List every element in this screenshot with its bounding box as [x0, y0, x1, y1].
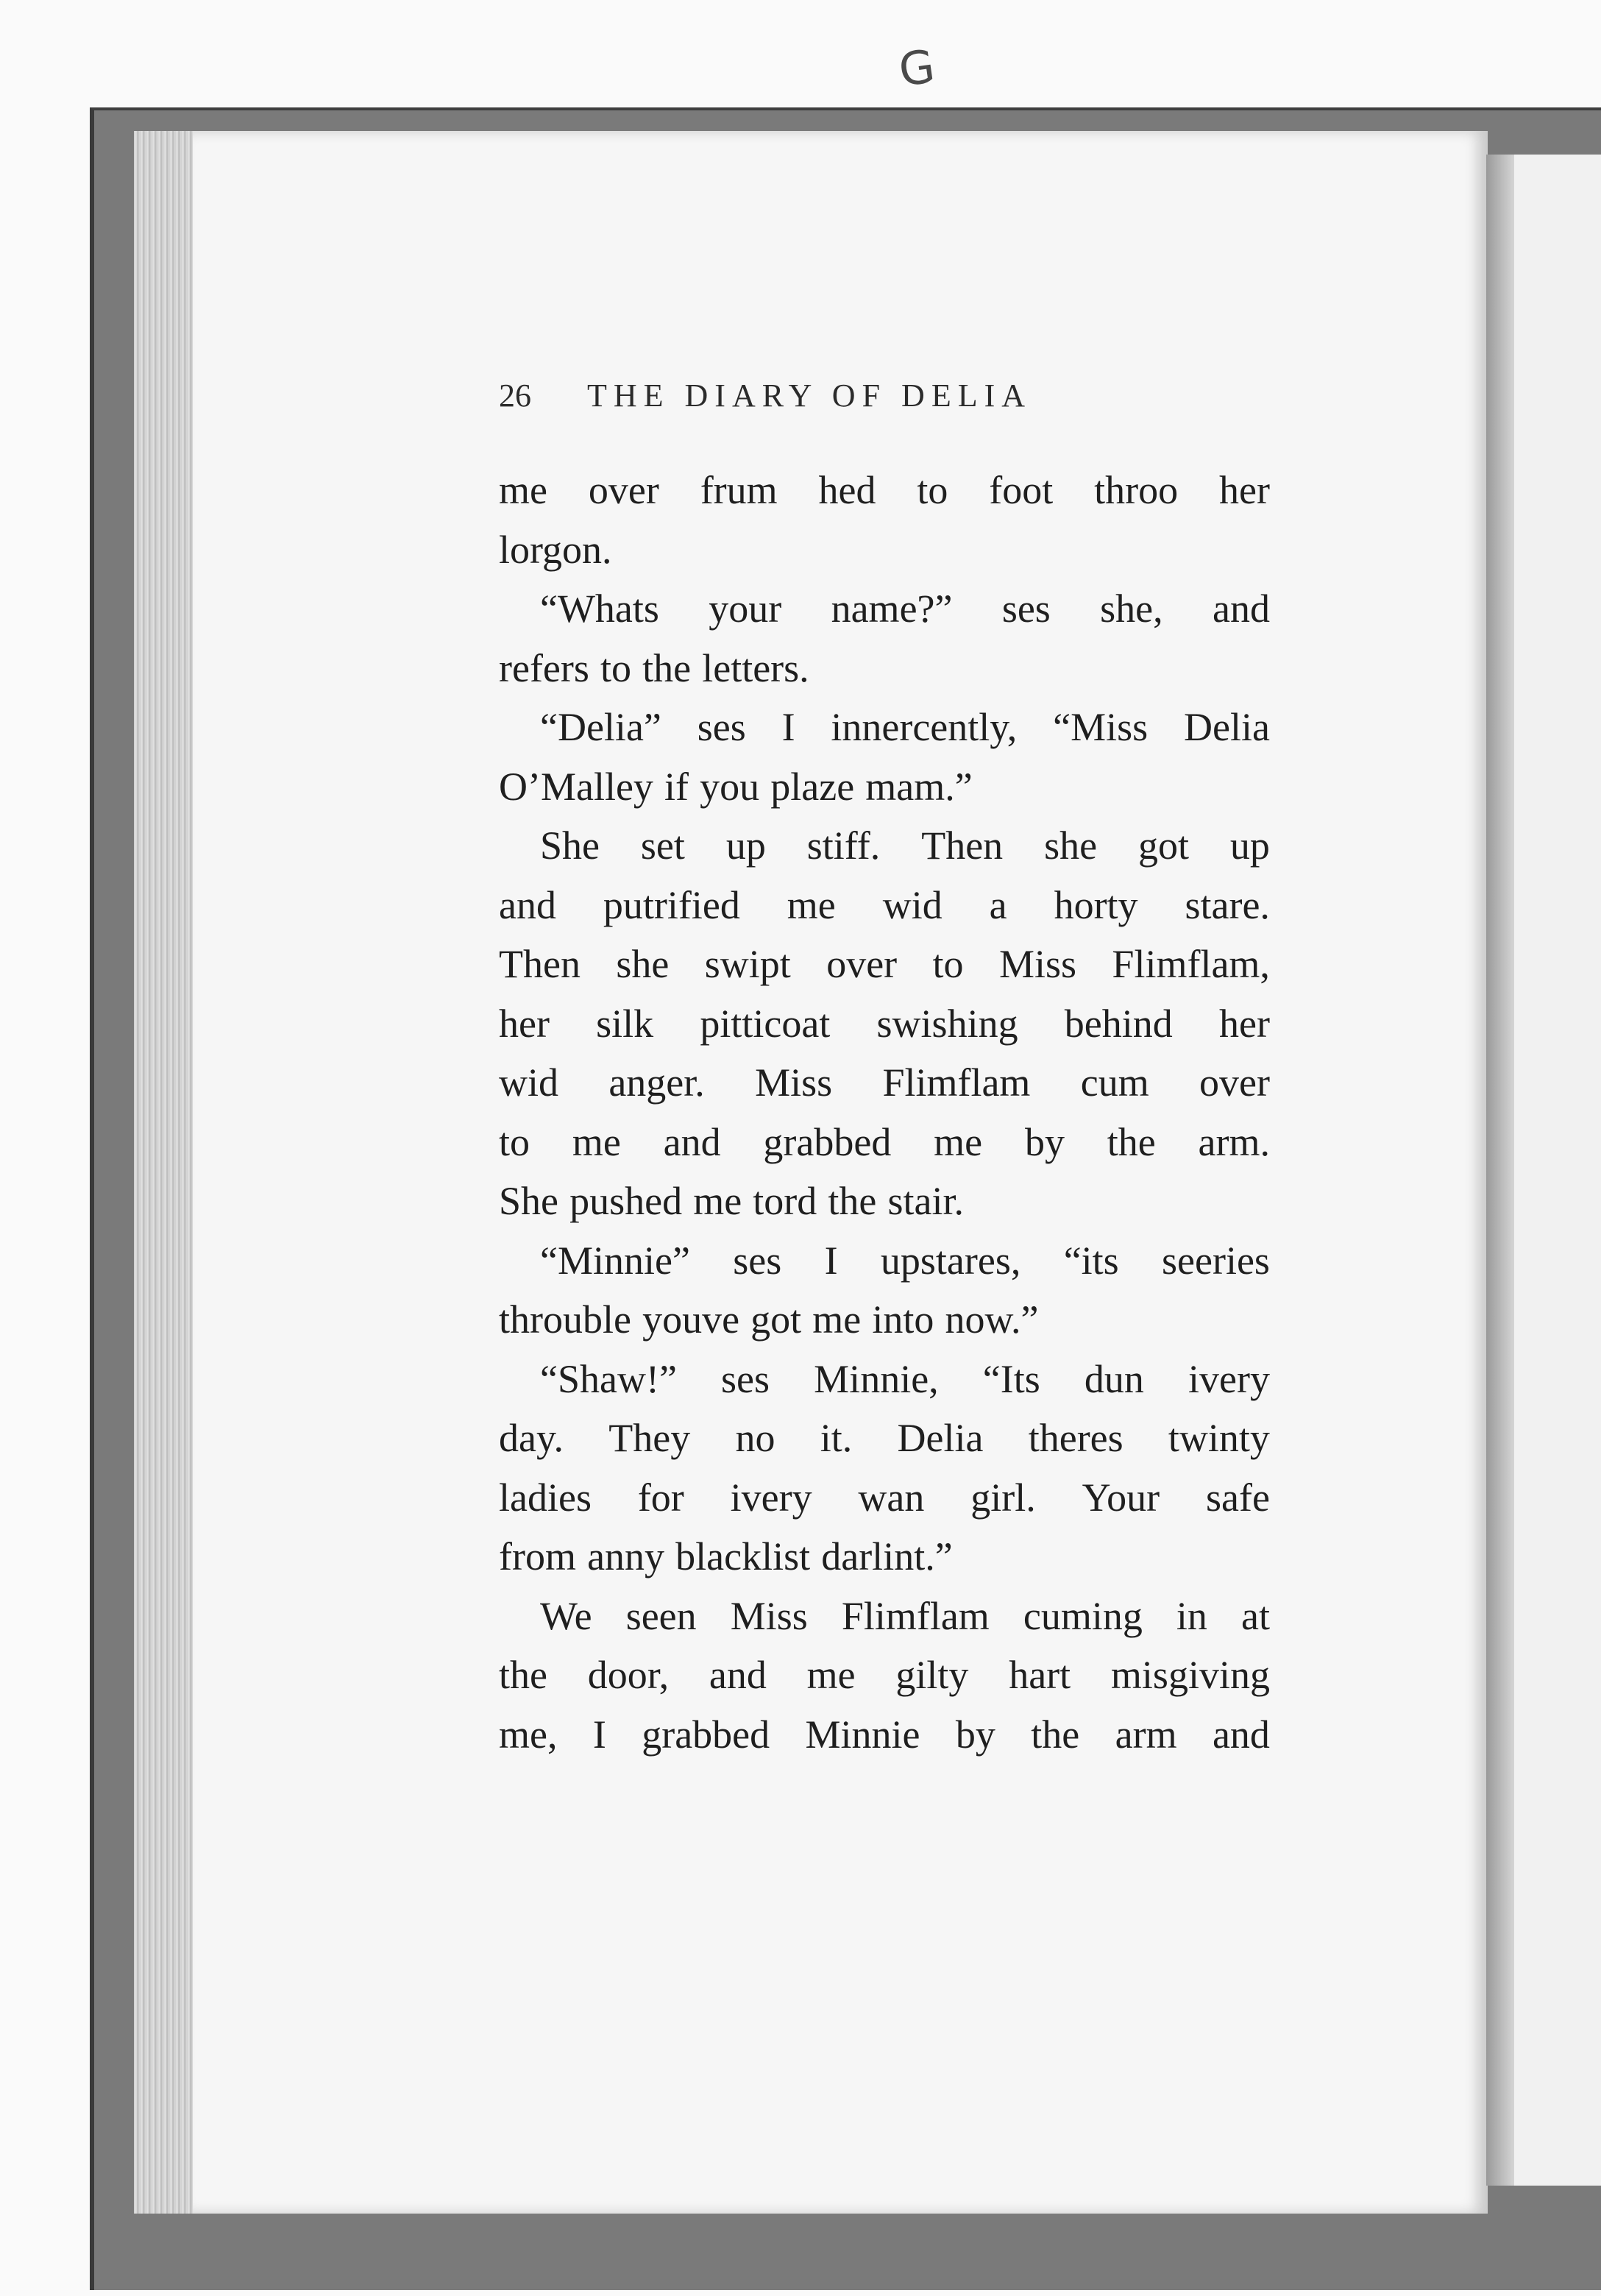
text-line — [499, 1231, 1270, 1291]
book-title: THE DIARY OF DELIA — [587, 378, 1032, 414]
word: set — [640, 823, 685, 868]
word: a — [989, 882, 1007, 927]
word: if — [664, 764, 689, 809]
word: putrified — [603, 882, 740, 927]
text-line — [499, 757, 1270, 817]
word: Miss — [755, 1060, 833, 1105]
text-line — [499, 1172, 1270, 1231]
word: She — [540, 823, 600, 868]
word: it. — [820, 1416, 853, 1460]
word: darlint.” — [821, 1534, 953, 1578]
word: me — [812, 1297, 862, 1342]
word: Minnie — [805, 1712, 920, 1757]
text-line — [499, 1409, 1270, 1468]
word: hart — [1009, 1653, 1071, 1697]
text-line — [499, 816, 1270, 876]
word: over — [588, 468, 659, 512]
word: stiff. — [806, 823, 881, 868]
word: and — [499, 882, 556, 927]
word: the — [1031, 1712, 1080, 1757]
word: wid — [882, 882, 943, 927]
word: I — [824, 1238, 838, 1283]
word: to — [932, 942, 964, 986]
word: twinty — [1168, 1416, 1270, 1460]
word: refers — [499, 645, 589, 690]
text-line — [499, 1350, 1270, 1409]
word: theres — [1028, 1416, 1123, 1460]
word: the — [1107, 1119, 1156, 1164]
word: to — [499, 1119, 530, 1164]
book-gutter — [1486, 155, 1516, 2186]
word: you — [700, 764, 760, 809]
text-line — [499, 876, 1270, 935]
word: Then — [499, 942, 581, 986]
word: We — [540, 1593, 592, 1638]
word: gilty — [895, 1653, 969, 1697]
word: upstares, — [880, 1238, 1021, 1283]
word: by — [955, 1712, 995, 1757]
word: safe — [1206, 1475, 1270, 1520]
word: ses — [1001, 587, 1051, 631]
word: to — [917, 468, 948, 512]
word: the — [642, 645, 692, 690]
word: into — [872, 1297, 934, 1342]
word: now.” — [945, 1297, 1039, 1342]
word: ivery — [730, 1475, 812, 1520]
word: ses — [721, 1356, 770, 1401]
word: me — [806, 1653, 856, 1697]
word: wid — [499, 1060, 558, 1105]
word: Your — [1082, 1475, 1160, 1520]
word: Delia — [897, 1416, 984, 1460]
word: stare. — [1185, 882, 1270, 927]
page-number: 26 — [499, 378, 531, 414]
word: anny — [587, 1534, 665, 1578]
word: by — [1024, 1119, 1065, 1164]
word: your — [709, 587, 782, 631]
word: ladies — [499, 1475, 592, 1520]
running-head — [499, 377, 1279, 414]
word: I — [781, 705, 795, 749]
word: “Whats — [540, 587, 659, 631]
word: tord — [753, 1179, 817, 1223]
text-line — [499, 1705, 1270, 1765]
word: up — [725, 823, 766, 868]
word: Miss — [998, 942, 1077, 986]
word: silk — [596, 1001, 654, 1046]
word: no — [735, 1416, 775, 1460]
text-line — [499, 1527, 1270, 1587]
word: she — [1044, 823, 1098, 868]
word: over — [826, 942, 898, 986]
word: “Delia” — [540, 705, 661, 749]
word: horty — [1054, 882, 1138, 927]
text-line — [499, 935, 1270, 994]
word: blacklist — [675, 1534, 811, 1578]
word: in — [1176, 1593, 1207, 1638]
text-line — [499, 520, 1270, 580]
word: Flimflam, — [1112, 942, 1270, 986]
text-line — [499, 1290, 1270, 1350]
word: her — [1218, 1001, 1270, 1046]
word: hed — [818, 468, 876, 512]
word: “Its — [982, 1356, 1040, 1401]
word: arm. — [1198, 1119, 1270, 1164]
word: name?” — [831, 587, 953, 631]
word: and — [663, 1119, 721, 1164]
word: Minnie, — [814, 1356, 939, 1401]
word: and — [709, 1653, 767, 1697]
word: she, — [1100, 587, 1163, 631]
word: letters. — [702, 645, 809, 690]
word: “Shaw!” — [540, 1356, 677, 1401]
word: ses — [697, 705, 746, 749]
text-line — [499, 461, 1270, 520]
text-line — [499, 994, 1270, 1054]
word: anger. — [608, 1060, 705, 1105]
word: seeries — [1162, 1238, 1270, 1283]
word: day. — [499, 1416, 564, 1460]
word: misgiving — [1110, 1653, 1270, 1697]
body-text — [499, 461, 1270, 1764]
text-line — [499, 639, 1270, 698]
word: dun — [1084, 1356, 1144, 1401]
word: her — [1219, 468, 1270, 512]
word: from — [499, 1534, 576, 1578]
word: ivery — [1188, 1356, 1270, 1401]
word: pushed — [569, 1179, 683, 1223]
word: at — [1241, 1593, 1270, 1638]
word: she — [616, 942, 670, 986]
word: pitticoat — [700, 1001, 831, 1046]
word: frum — [700, 468, 778, 512]
word: arm — [1115, 1712, 1177, 1757]
word: Miss — [730, 1593, 808, 1638]
word: “Minnie” — [540, 1238, 690, 1283]
word: lorgon. — [499, 527, 612, 572]
word: She — [499, 1179, 558, 1223]
word: seen — [625, 1593, 697, 1638]
word: got — [1137, 823, 1189, 868]
handwritten-corner-mark: G — [895, 39, 938, 97]
word: and — [1212, 587, 1270, 631]
word: swipt — [704, 942, 791, 986]
word: up — [1229, 823, 1270, 868]
word: foot — [989, 468, 1054, 512]
facing-page-edge — [1514, 155, 1601, 2186]
word: youve — [642, 1297, 740, 1342]
text-line — [499, 1113, 1270, 1172]
word: cuming — [1023, 1593, 1143, 1638]
word: over — [1199, 1060, 1270, 1105]
word: me — [499, 468, 547, 512]
word: me — [572, 1119, 621, 1164]
word: cum — [1080, 1060, 1149, 1105]
word: wan — [858, 1475, 925, 1520]
word: me — [693, 1179, 742, 1223]
word: stair. — [887, 1179, 964, 1223]
word: door, — [587, 1653, 670, 1697]
word: to — [600, 645, 632, 690]
word: me, — [499, 1712, 558, 1757]
word: They — [608, 1416, 691, 1460]
word: got — [750, 1297, 802, 1342]
word: grabbed — [642, 1712, 770, 1757]
word: me — [787, 882, 836, 927]
word: mam.” — [865, 764, 973, 809]
word: throo — [1094, 468, 1179, 512]
text-line — [499, 1587, 1270, 1646]
text-line — [499, 1645, 1270, 1705]
word: plaze — [770, 764, 855, 809]
word: “its — [1063, 1238, 1119, 1283]
word: her — [499, 1001, 550, 1046]
word: “Miss — [1053, 705, 1149, 749]
word: throuble — [499, 1297, 631, 1342]
word: I — [592, 1712, 606, 1757]
text-line — [499, 1053, 1270, 1113]
word: the — [828, 1179, 877, 1223]
word: Delia — [1183, 705, 1270, 749]
word: O’Malley — [499, 764, 653, 809]
word: ses — [733, 1238, 782, 1283]
word: Then — [921, 823, 1004, 868]
word: Flimflam — [841, 1593, 990, 1638]
word: me — [934, 1119, 983, 1164]
word: girl. — [970, 1475, 1036, 1520]
word: grabbed — [763, 1119, 892, 1164]
word: behind — [1064, 1001, 1173, 1046]
text-line — [499, 579, 1270, 639]
word: for — [637, 1475, 684, 1520]
word: innercently, — [831, 705, 1018, 749]
word: swishing — [876, 1001, 1018, 1046]
word: Flimflam — [882, 1060, 1031, 1105]
word: the — [499, 1653, 547, 1697]
text-line — [499, 698, 1270, 757]
text-line — [499, 1468, 1270, 1528]
word: and — [1212, 1712, 1270, 1757]
